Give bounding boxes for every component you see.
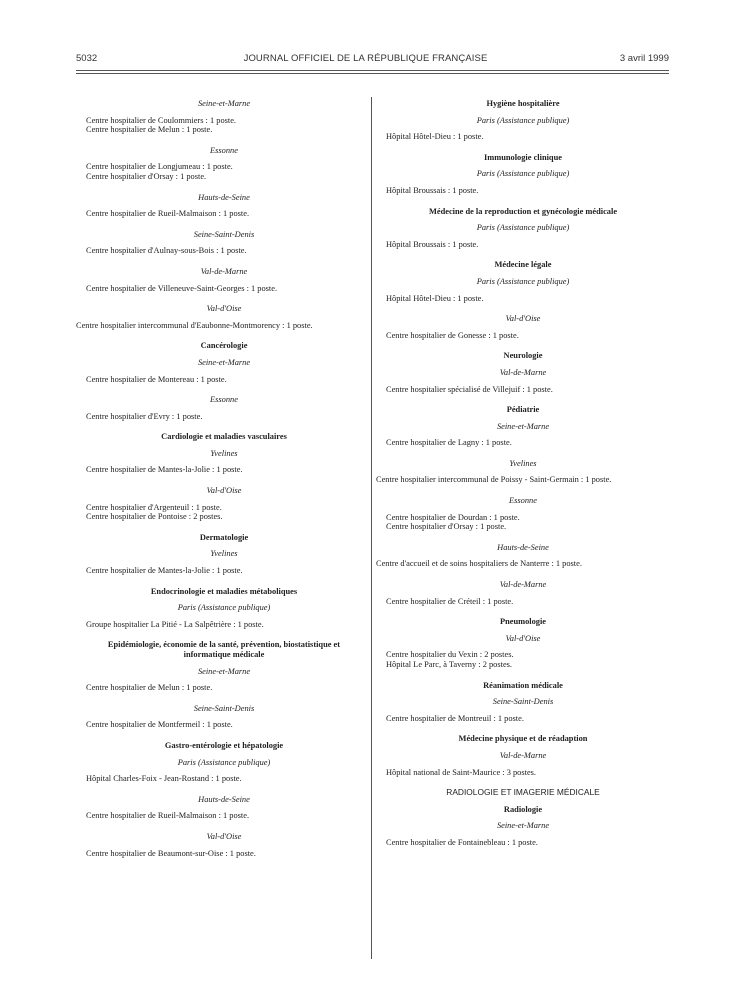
- region-heading: Val-d'Oise: [206, 304, 242, 314]
- specialty-heading: Neurologie: [503, 351, 543, 361]
- hospital-entry: Centre hospitalier de Melun : 1 poste.: [86, 125, 213, 135]
- region-heading: Val-d'Oise: [505, 314, 541, 324]
- region-heading: Paris (Assistance publique): [177, 757, 271, 767]
- hospital-entry: Centre hospitalier intercommunal d'Eaubonne-Montmorency : 1 poste.: [76, 320, 313, 330]
- hospital-entry: Centre hospitalier de Rueil-Malmaison : 1 poste.: [86, 811, 250, 821]
- region-heading: Val-d'Oise: [505, 633, 541, 643]
- hospital-entry: Centre d'accueil et de soins hospitaliers de Nanterre : 1 poste.: [376, 559, 582, 569]
- header-rule-thin: [76, 73, 669, 74]
- entry-list: [386, 186, 660, 196]
- entry-list: [86, 720, 362, 730]
- hospital-entry: Centre hospitalier d'Orsay : 1 poste.: [86, 171, 207, 181]
- specialty-heading: Dermatologie: [199, 532, 249, 542]
- region-heading: Paris (Assistance publique): [476, 276, 570, 286]
- specialty-heading: Cancérologie: [200, 341, 248, 351]
- entry-list: [86, 503, 362, 522]
- hospital-entry: Centre hospitalier de Pontoise : 2 postes.: [86, 512, 223, 522]
- header-rule: [76, 70, 669, 71]
- entry-list: [386, 240, 660, 250]
- entry-list: [86, 246, 362, 256]
- region-heading: Paris (Assistance publique): [476, 169, 570, 179]
- region-heading: Val-d'Oise: [206, 831, 242, 841]
- entry-list: [86, 284, 362, 294]
- region-heading: Seine-et-Marne: [197, 666, 251, 676]
- region-heading: Paris (Assistance publique): [177, 603, 271, 613]
- entry-list: [386, 838, 660, 848]
- hospital-entry: Centre hospitalier de Créteil : 1 poste.: [386, 596, 514, 606]
- hospital-entry: Hôpital Hôtel-Dieu : 1 poste.: [386, 293, 484, 303]
- hospital-entry: Centre hospitalier de Melun : 1 poste.: [86, 683, 213, 693]
- hospital-entry: Centre hospitalier de Montreuil : 1 poste.: [386, 713, 524, 723]
- region-heading: Essonne: [210, 395, 238, 405]
- hospital-entry: Centre hospitalier d'Evry : 1 poste.: [86, 411, 203, 421]
- entry-list: [386, 597, 660, 607]
- hospital-entry: Hôpital Charles-Foix - Jean-Rostand : 1 poste.: [86, 774, 242, 784]
- hospital-entry: Centre hospitalier de Longjumeau : 1 poste.: [86, 162, 233, 172]
- region-heading: Seine-Saint-Denis: [492, 697, 554, 707]
- hospital-entry: Centre hospitalier de Montereau : 1 poste.: [86, 374, 227, 384]
- issue-date: 3 avril 1999: [619, 53, 669, 64]
- hospital-entry: Centre hospitalier de Fontainebleau : 1 poste.: [386, 837, 538, 847]
- region-heading: Yvelines: [509, 458, 537, 468]
- region-heading: Paris (Assistance publique): [476, 223, 570, 233]
- region-heading: Paris (Assistance publique): [476, 115, 570, 125]
- specialty-heading: Epidémiologie, économie de la santé, prévention, biostatistique et informatique médicale: [107, 640, 341, 659]
- entry-list: [386, 513, 660, 532]
- journal-title: JOURNAL OFFICIEL DE LA RÉPUBLIQUE FRANÇAISE: [243, 53, 488, 64]
- region-heading: Hauts-de-Seine: [198, 192, 250, 202]
- hospital-entry: Centre hospitalier de Mantes-la-Jolie : 1 poste.: [86, 566, 243, 576]
- region-heading: Val-d'Oise: [206, 486, 242, 496]
- left-column: [76, 99, 362, 869]
- specialty-heading: Pédiatrie: [506, 405, 540, 415]
- page-header: [0, 53, 731, 67]
- hospital-entry: Centre hospitalier de Lagny : 1 poste.: [386, 438, 512, 448]
- specialty-heading: Gastro-entérologie et hépatologie: [164, 740, 284, 750]
- page-number: 5032: [76, 53, 98, 64]
- entry-list: [386, 294, 660, 304]
- specialty-heading: Hygiène hospitalière: [486, 99, 560, 108]
- hospital-entry: Centre hospitalier d'Orsay : 1 poste.: [386, 522, 507, 532]
- entry-list: [76, 320, 362, 331]
- hospital-entry: Centre hospitalier de Rueil-Malmaison : 1 poste.: [86, 209, 250, 219]
- hospital-entry: Centre hospitalier intercommunal de Poissy - Saint-Germain : 1 poste.: [376, 475, 612, 485]
- entry-list: [86, 209, 362, 219]
- region-heading: Val-de-Marne: [499, 580, 547, 590]
- entry-list: [86, 849, 362, 859]
- entry-list: [86, 465, 362, 475]
- entry-list: [386, 132, 660, 142]
- region-heading: Yvelines: [210, 448, 238, 458]
- entry-list: [86, 116, 362, 135]
- hospital-entry: Centre hospitalier de Dourdan : 1 poste.: [386, 512, 520, 522]
- specialty-heading: Médecine de la reproduction et gynécologie médicale: [428, 206, 618, 216]
- entry-list: [386, 650, 660, 669]
- entry-list: [86, 375, 362, 385]
- region-heading: Seine-et-Marne: [496, 821, 550, 831]
- entry-list: [386, 768, 660, 778]
- specialty-heading: Médecine physique et de réadaption: [458, 734, 588, 744]
- entry-list: [386, 331, 660, 341]
- specialty-heading: Cardiologie et maladies vasculaires: [161, 432, 287, 442]
- hospital-entry: Hôpital Hôtel-Dieu : 1 poste.: [386, 132, 484, 142]
- specialty-heading: Endocrinologie et maladies métaboliques: [150, 586, 298, 596]
- hospital-entry: Centre hospitalier d'Aulnay-sous-Bois : 1 poste.: [86, 246, 247, 256]
- entry-list: [386, 714, 660, 724]
- specialty-heading: Réanimation médicale: [483, 680, 563, 690]
- region-heading: Val-de-Marne: [499, 750, 547, 760]
- column-divider: [371, 97, 372, 959]
- hospital-entry: Centre hospitalier de Coulommiers : 1 poste.: [86, 115, 237, 125]
- entry-list: [86, 774, 362, 784]
- hospital-entry: Centre hospitalier de Mantes-la-Jolie : 1 poste.: [86, 465, 243, 475]
- region-heading: Seine-Saint-Denis: [193, 229, 255, 239]
- region-heading: Essonne: [509, 496, 537, 506]
- hospital-entry: Centre hospitalier de Beaumont-sur-Oise : 1 poste.: [86, 848, 256, 858]
- entry-list: [386, 438, 660, 448]
- hospital-entry: Centre hospitalier d'Argenteuil : 1 poste.: [86, 502, 222, 512]
- entry-list: [86, 683, 362, 693]
- hospital-entry: Groupe hospitalier La Pitié - La Salpêtrière : 1 poste.: [86, 619, 264, 629]
- entry-list: [376, 475, 660, 485]
- entry-list: [386, 385, 660, 395]
- hospital-entry: Hôpital Le Parc, à Taverny : 2 postes.: [386, 660, 513, 669]
- entry-list: [376, 559, 660, 569]
- entry-list: [86, 412, 362, 422]
- region-heading: Yvelines: [210, 549, 238, 559]
- hospital-entry: Hôpital national de Saint-Maurice : 3 postes.: [386, 767, 537, 777]
- region-heading: Val-de-Marne: [200, 266, 248, 276]
- hospital-entry: Hôpital Broussais : 1 poste.: [386, 185, 479, 195]
- hospital-entry: Centre hospitalier de Gonesse : 1 poste.: [386, 330, 519, 340]
- region-heading: Hauts-de-Seine: [497, 542, 549, 552]
- region-heading: Val-de-Marne: [499, 367, 547, 377]
- hospital-entry: Centre hospitalier spécialisé de Villejuif : 1 poste.: [386, 384, 553, 394]
- region-heading: Seine-et-Marne: [197, 99, 251, 108]
- specialty-heading: Médecine légale: [494, 260, 552, 270]
- entry-list: [86, 811, 362, 821]
- region-heading: Seine-et-Marne: [197, 357, 251, 367]
- region-heading: Seine-et-Marne: [496, 421, 550, 431]
- hospital-entry: Centre hospitalier de Montfermeil : 1 poste.: [86, 720, 233, 730]
- specialty-heading: Radiologie: [503, 804, 543, 814]
- entry-list: [86, 162, 362, 181]
- hospital-entry: Centre hospitalier du Vexin : 2 postes.: [386, 650, 514, 660]
- specialty-heading: Pneumologie: [499, 617, 547, 627]
- right-column: [376, 99, 660, 859]
- region-heading: Seine-Saint-Denis: [193, 703, 255, 713]
- entry-list: [86, 566, 362, 576]
- hospital-entry: Centre hospitalier de Villeneuve-Saint-Georges : 1 poste.: [86, 283, 278, 293]
- hospital-entry: Hôpital Broussais : 1 poste.: [386, 239, 479, 249]
- section-caption: RADIOLOGIE ET IMAGERIE MÉDICALE: [446, 787, 600, 798]
- region-heading: Essonne: [210, 145, 238, 155]
- entry-list: [86, 620, 362, 630]
- region-heading: Hauts-de-Seine: [198, 794, 250, 804]
- specialty-heading: Immunologie clinique: [484, 152, 562, 162]
